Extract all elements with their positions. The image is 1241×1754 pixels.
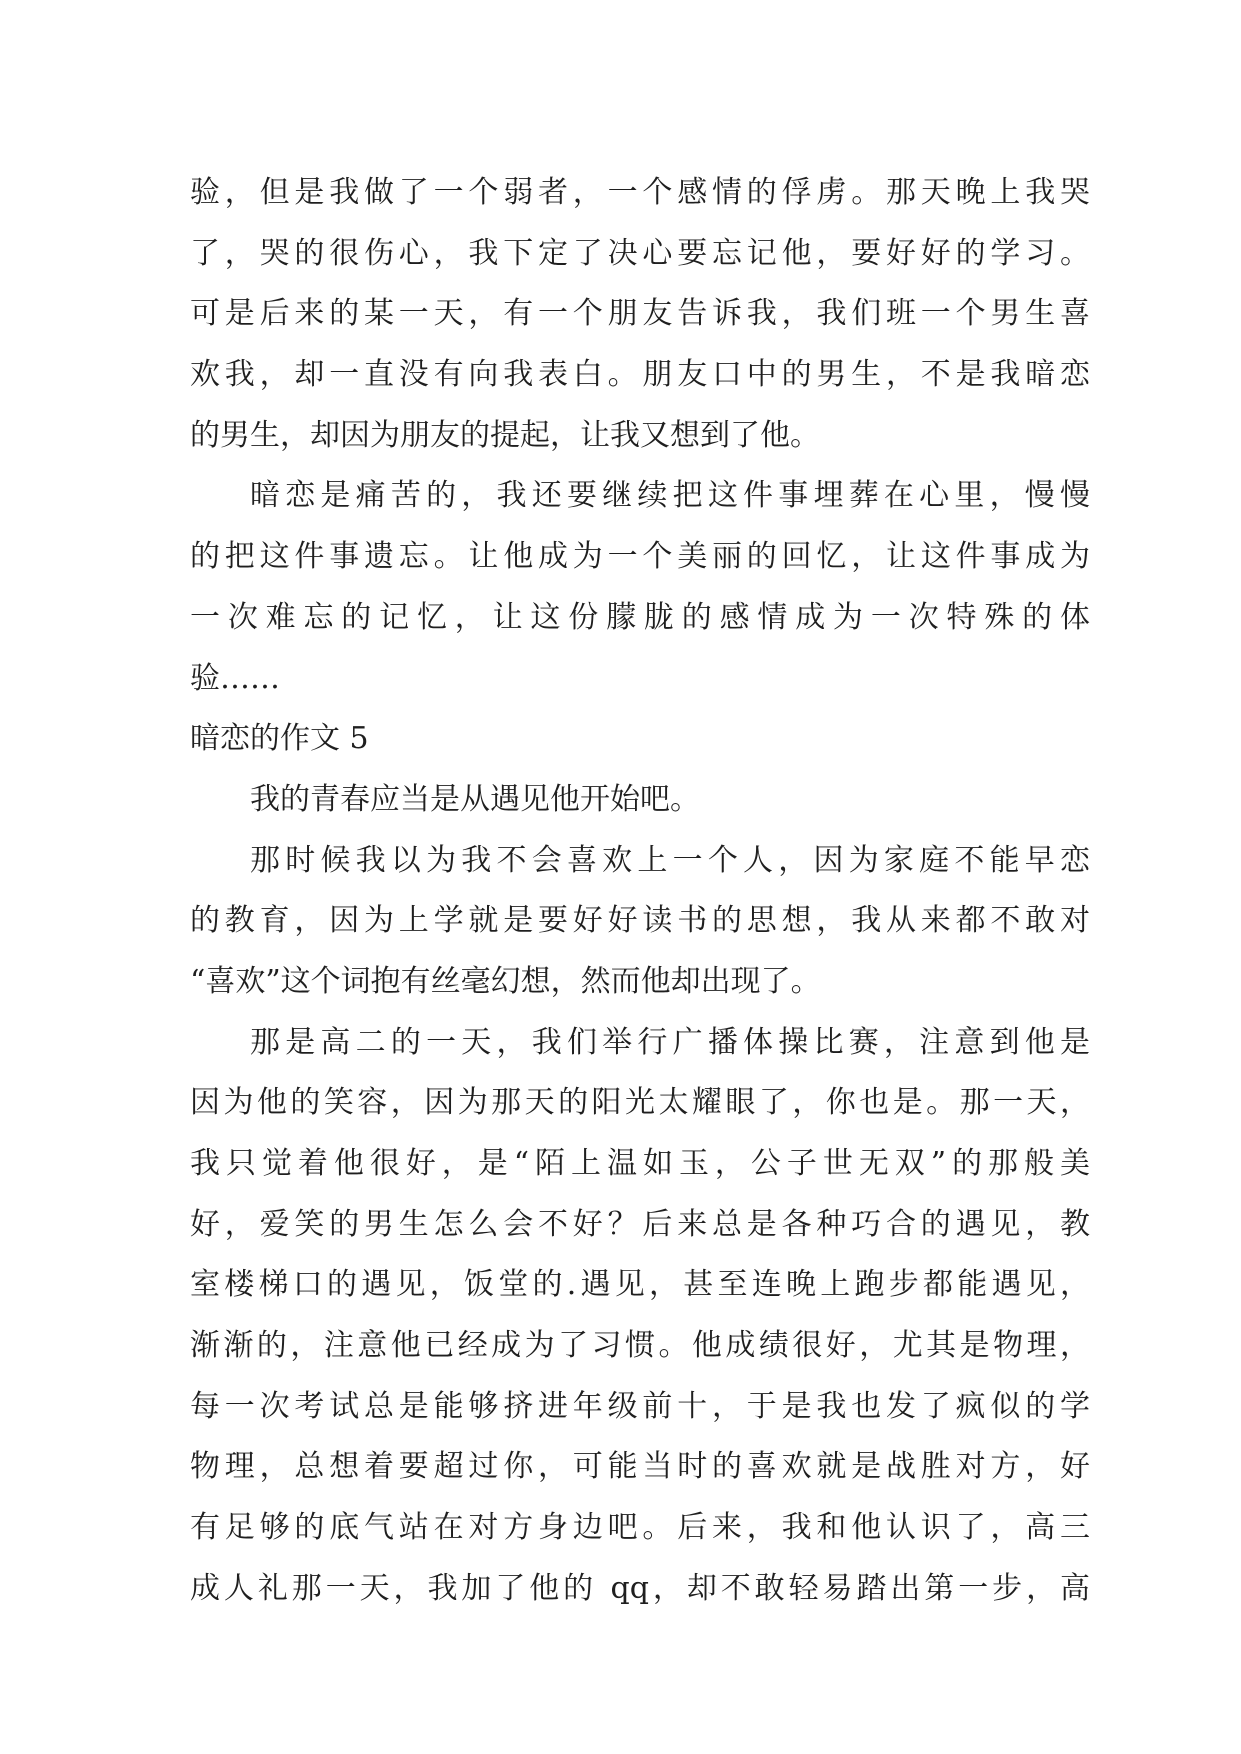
text-line: 我只觉着他很好，是“陌上温如玉，公子世无双”的那般美 bbox=[190, 1146, 1090, 1181]
text-line: 的教育，因为上学就是要好好读书的思想，我从来都不敢对 bbox=[190, 903, 1090, 939]
text-line: 渐渐的，注意他已经成为了习惯。他成绩很好，尤其是物理， bbox=[190, 1328, 1090, 1364]
text-line: 室楼梯口的遇见，饭堂的.遇见，甚至连晚上跑步都能遇见， bbox=[190, 1267, 1090, 1303]
text-line: 欢我，却一直没有向我表白。朋友口中的男生，不是我暗恋 bbox=[190, 357, 1090, 393]
paragraph-first-line: 那是高二的一天，我们举行广播体操比赛，注意到他是 bbox=[250, 1024, 1090, 1060]
text-line: “喜欢”这个词抱有丝毫幻想，然而他却出现了。 bbox=[190, 963, 821, 999]
text-line: 一次难忘的记忆，让这份朦胧的感情成为一次特殊的体 bbox=[190, 599, 1090, 635]
text-line: 因为他的笑容，因为那天的阳光太耀眼了，你也是。那一天， bbox=[190, 1085, 1090, 1121]
paragraph-first-line: 那时候我以为我不会喜欢上一个人，因为家庭不能早恋 bbox=[250, 842, 1090, 878]
text-line: 物理，总想着要超过你，可能当时的喜欢就是战胜对方，好 bbox=[190, 1449, 1090, 1485]
text-line: 可是后来的某一天，有一个朋友告诉我，我们班一个男生喜 bbox=[190, 296, 1090, 332]
text-line: 验，但是我做了一个弱者，一个感情的俘虏。那天晚上我哭 bbox=[190, 175, 1090, 210]
text-line: 的把这件事遗忘。让他成为一个美丽的回忆，让这件事成为 bbox=[190, 539, 1090, 575]
paragraph-first-line: 暗恋是痛苦的，我还要继续把这件事埋葬在心里，慢慢 bbox=[250, 478, 1090, 514]
text-line: 验…… bbox=[190, 660, 280, 696]
essay-body bbox=[190, 163, 1090, 1620]
text-line: 每一次考试总是能够挤进年级前十，于是我也发了疯似的学 bbox=[190, 1388, 1090, 1424]
section-heading: 暗恋的作文 5 bbox=[190, 721, 369, 757]
paragraph-first-line: 我的青春应当是从遇见他开始吧。 bbox=[250, 781, 700, 817]
text-line: 有足够的底气站在对方身边吧。后来，我和他认识了，高三 bbox=[190, 1510, 1090, 1546]
text-line: 了，哭的很伤心，我下定了决心要忘记他，要好好的学习。 bbox=[190, 235, 1090, 271]
text-line: 好，爱笑的男生怎么会不好？后来总是各种巧合的遇见，教 bbox=[190, 1206, 1090, 1242]
text-line: 的男生，却因为朋友的提起，让我又想到了他。 bbox=[190, 417, 820, 453]
text-line: 成人礼那一天，我加了他的 qq，却不敢轻易踏出第一步，高 bbox=[190, 1570, 1090, 1606]
